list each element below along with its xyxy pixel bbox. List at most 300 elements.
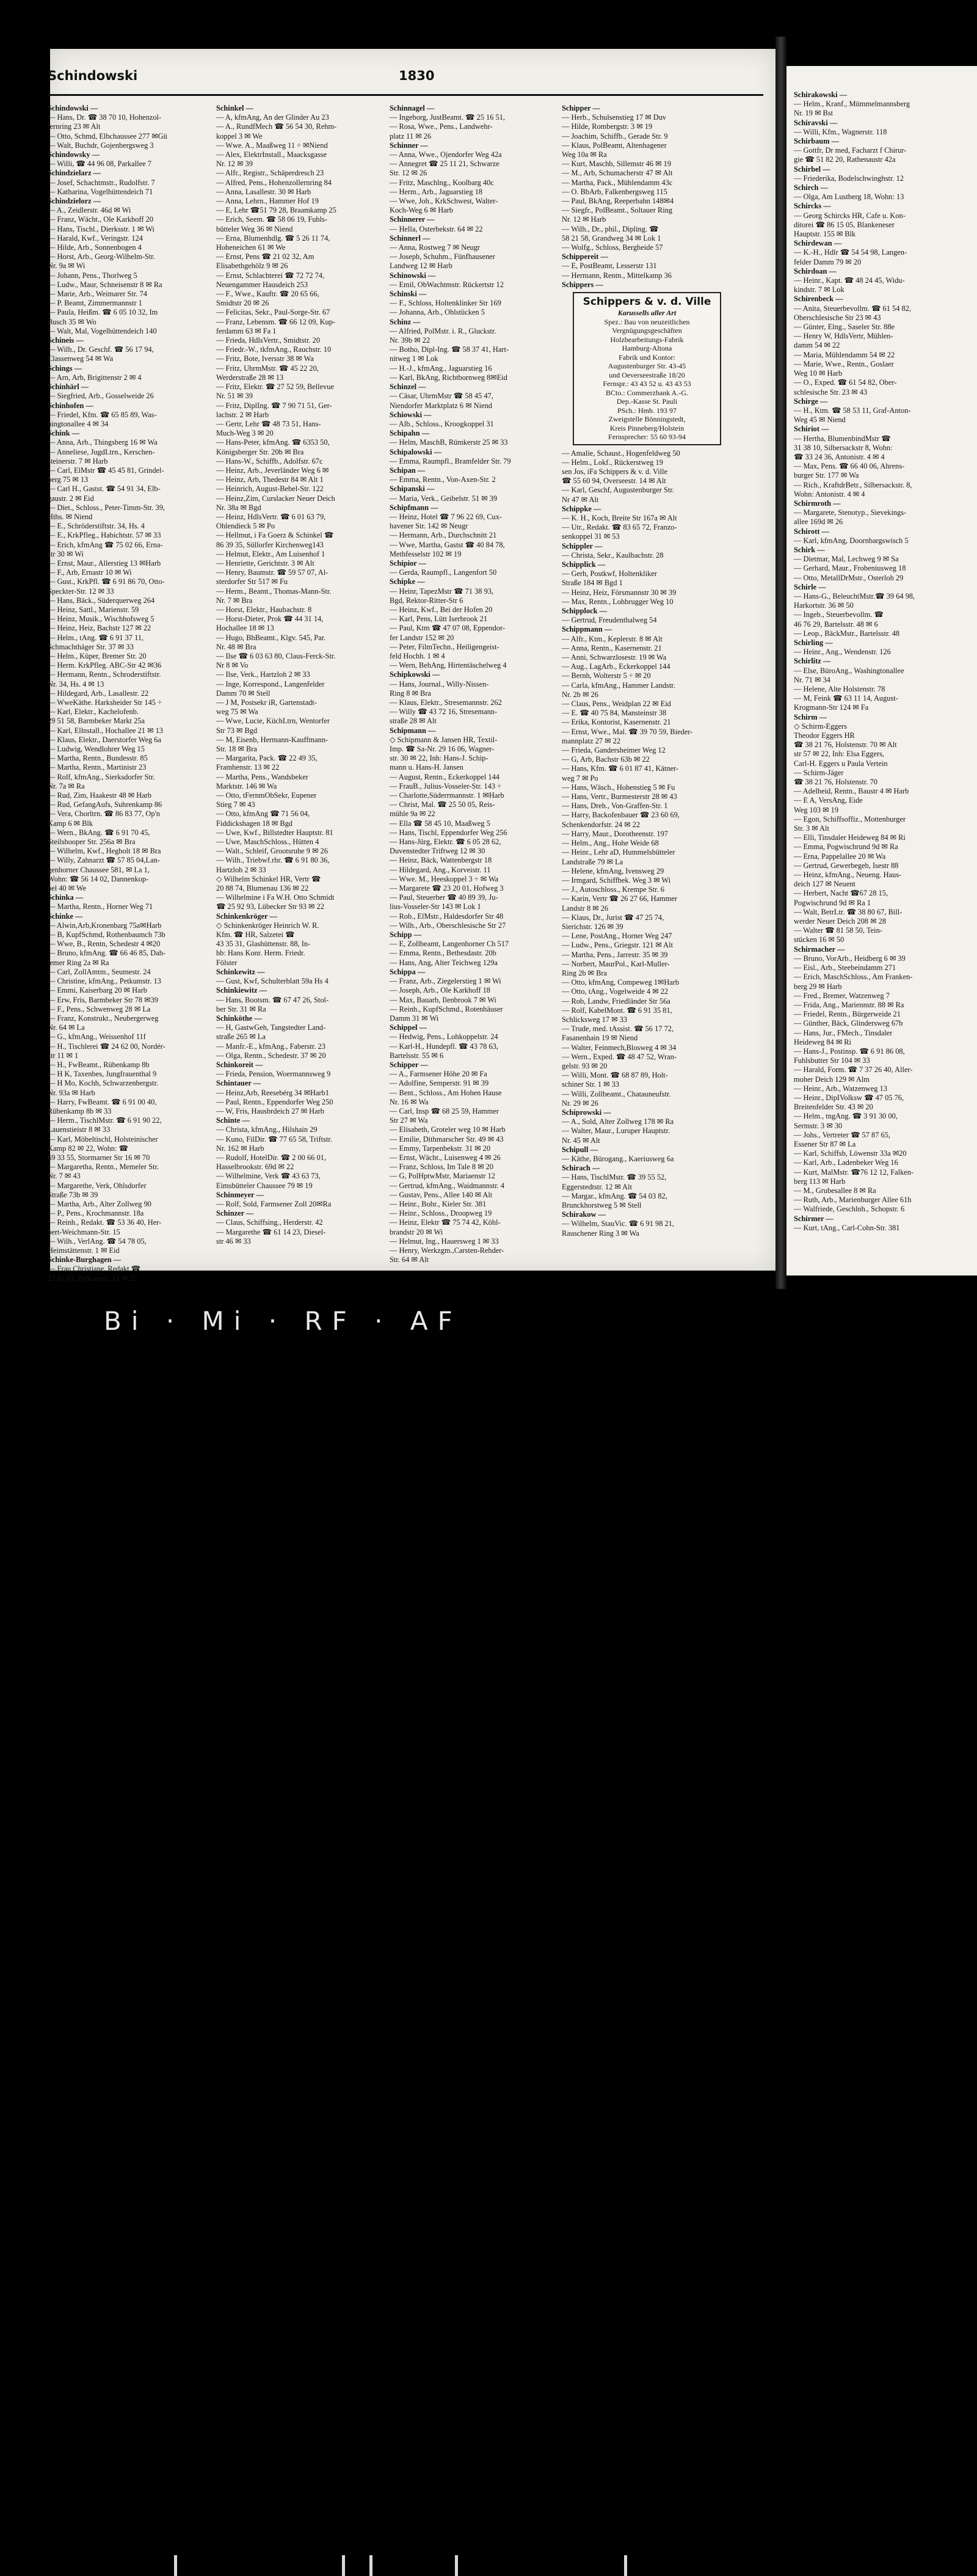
- film-strip-text: Bi · Mi · RF · AF: [104, 1306, 462, 1336]
- directory-entry: — Gertrud, Freudenthalweg 54: [562, 616, 657, 625]
- directory-entry: Weg 103 ✉ 19: [794, 805, 839, 814]
- directory-entry: Schinzel —: [390, 382, 426, 392]
- directory-entry: — Hermann, Rentn., Schroderstiftstr.: [48, 670, 161, 679]
- directory-entry: Schinka —: [48, 893, 84, 902]
- directory-entry: — Walter ☎ 81 58 50, Tein-: [794, 926, 882, 935]
- directory-entry: — Helm., Lokf., Rückerstweg 19: [562, 458, 663, 467]
- directory-entry: str 30 ✉ Wi: [48, 549, 84, 558]
- directory-entry: hingtonallee 4 ✉ 34: [48, 419, 109, 428]
- directory-entry: — Paul, Steuerber ☎ 40 89 39, Ju-: [390, 893, 498, 902]
- directory-entry: — Herbert, Nacht ☎67 28 15,: [794, 889, 888, 898]
- directory-entry: — Helene, Alte Holstenstr. 78: [794, 685, 885, 693]
- directory-entry: — Utr., Redakt. ☎ 83 65 72, Franzo-: [562, 523, 677, 532]
- directory-entry: — Charlotte,Süderrmannstr. 1 ✉Harb: [390, 791, 504, 800]
- page-header: [48, 66, 763, 96]
- directory-entry: — K. H., Koch, Breite Str 167a ✉ Alt: [562, 513, 677, 522]
- directory-entry: — Hans-Peter, kfmAng. ☎ 6353 50,: [216, 438, 330, 447]
- directory-entry: str 11 ✉ 1: [48, 1051, 79, 1060]
- directory-entry: — Heinz, Elektr ☎ 75 74 42, Köhl-: [390, 1218, 501, 1227]
- directory-entry: Neuengammer Hausdeich 253: [216, 280, 308, 289]
- directory-entry: — Rob, Landw, Friedländer Str 56a: [562, 996, 670, 1005]
- directory-entry: ☎ 25 92 93, Lübecker Str 93 ✉ 22: [216, 902, 324, 911]
- directory-entry: — Hans, Tischl., Dierksstr. 1 ✉ Wi: [48, 224, 154, 233]
- directory-entry: Fuhlsbutter Str 104 ✉ 33: [794, 1056, 870, 1065]
- directory-entry: — Erna, Pappelallee 20 ✉ Wa: [794, 852, 886, 861]
- directory-entry: — Franz, Schloss, Im Tale 8 ✉ 20: [390, 1162, 494, 1172]
- directory-entry: Heimstättenstr. 1 ✉ Eid: [48, 1246, 120, 1255]
- directory-entry: Marktstr. 146 ✉ Wa: [216, 781, 277, 790]
- directory-entry: — Wwe, Martha, Gastst ☎ 40 84 78,: [390, 540, 505, 549]
- directory-entry: Schinhofen —: [48, 401, 93, 410]
- directory-entry: Schirott —: [794, 527, 829, 536]
- directory-entry: — Claus, Pens., Weidplan 22 ✉ Eid: [562, 699, 671, 709]
- directory-entry: — Cäsar, UhrmMstr ☎ 58 45 47,: [390, 392, 493, 401]
- directory-entry: ◇ Wilhelm Schinkel HR, Vertr ☎: [216, 874, 321, 883]
- directory-entry: Schings —: [48, 363, 82, 373]
- directory-entry: Schinmeyer —: [216, 1190, 264, 1199]
- directory-entry: lemer Ring 2a ✉ Ra: [48, 958, 109, 967]
- directory-entry: — Ludwig, Wendlohrer Weg 15: [48, 745, 145, 754]
- directory-entry: Schirge —: [794, 396, 828, 406]
- directory-entry: Schindzielorz —: [48, 197, 101, 206]
- ad-line: Spez.: Bau von neuzeitlichen: [604, 317, 690, 326]
- directory-entry: — Otto, Schmd, Elbchaussee 277 ✉Gü: [48, 131, 167, 140]
- directory-entry: — Karl, Schiffsb, Löwenstr 33a ✉20: [794, 1149, 907, 1158]
- directory-entry: Eimsbütteler Chaussee 79 ✉ 19: [216, 1181, 313, 1190]
- directory-entry: — Hans, Tischl, Eppendorfer Weg 256: [390, 828, 507, 837]
- directory-entry: allee 169d ✉ 26: [794, 517, 843, 527]
- directory-entry: — Alwin,Arb,Kronenbarg 75a✉Harb: [48, 921, 162, 930]
- directory-entry: Schinz —: [390, 317, 421, 326]
- directory-entry: bütteler Weg 36 ✉ Niend: [216, 224, 293, 233]
- directory-entry: — Gottfr, Dr med, Facharzt f Chirur-: [794, 146, 907, 155]
- directory-entry: — Günter, Elng., Saseler Str. 88e: [794, 323, 895, 332]
- directory-entry: — E., KrkPfleg., Habichtstr. 57 ✉ 33: [48, 531, 161, 540]
- column-1: [48, 104, 209, 1283]
- directory-entry: — Georg Schircks HR, Cafe u. Kon-: [794, 211, 906, 220]
- directory-entry: Schinowski —: [390, 271, 436, 280]
- directory-entry: Nr. 2b ✉ 26: [562, 690, 598, 699]
- directory-entry: — Paula, Heißm. ☎ 6 05 10 32, Im: [48, 308, 158, 317]
- directory-entry: — K.-H., Hdlr ☎ 54 54 98, Langen-: [794, 248, 907, 257]
- directory-entry: — Emmi, Kaiserbarg 20 ✉ Harb: [48, 986, 147, 995]
- directory-entry: — Klaus, PolBeamt, Altenhagener: [562, 140, 667, 150]
- directory-entry: — Martha, Arb., Alter Zollweg 90: [48, 1199, 151, 1208]
- directory-entry: — Erika, Kontorist, Kasernenstr. 21: [562, 718, 671, 727]
- directory-entry: — Willy, Zahnarzt ☎ 57 85 04,Lan-: [48, 856, 160, 865]
- directory-entry: Pogwischrund 9d ✉ Ra 1: [794, 898, 871, 907]
- directory-entry: — Heinr., Bohr., Kieler Str. 381: [390, 1199, 487, 1208]
- directory-entry: Nr. 7 ✉ Bra: [216, 596, 253, 605]
- directory-entry: — Leop., BäckMstr., Bartelsstr. 48: [794, 629, 900, 638]
- ad-line: PSch.: Hmb. 193 97: [617, 406, 677, 415]
- directory-entry: Rauschener Ring 3 ✉ Wa: [562, 1228, 639, 1238]
- column-3: [390, 104, 551, 1264]
- directory-entry: — Christa, Sekr., Kaulbachstr. 28: [562, 550, 664, 560]
- film-tick: [624, 2555, 627, 2576]
- directory-entry: — Erich, MaschSchloss., Am Franken-: [794, 972, 913, 982]
- directory-entry: — Wwe, Lucie, KüchLtrn, Wentorfer: [216, 717, 330, 726]
- directory-entry: — Norbert, MaurPol., Karl-Muller-: [562, 959, 670, 968]
- directory-entry: — Alfried, PolMstr. i. R., Gluckstr.: [390, 326, 496, 335]
- directory-entry: 20 88 74, Blumenau 136 ✉ 22: [216, 884, 309, 893]
- directory-entry: lachstr. 2 ✉ Harb: [216, 410, 269, 419]
- advertisement-box: [573, 292, 721, 445]
- directory-entry: — H, GastwGeh, Tangstedter Land-: [216, 1023, 326, 1032]
- directory-entry: schlesische Str. 23 ✉ 43: [794, 387, 868, 396]
- directory-entry: — Hans, Dr. ☎ 38 70 10, Hohenzol-: [48, 113, 162, 122]
- directory-entry: — Wilhelmine i Fa W.H. Otto Schmidt: [216, 893, 335, 902]
- film-tick: [369, 2555, 372, 2576]
- directory-entry: Schirmroth —: [794, 498, 841, 508]
- directory-entry: — Paul, Ktm ☎ 47 07 08, Eppendor-: [390, 624, 505, 633]
- directory-entry: brandstr 20 ✉ Wi: [390, 1227, 443, 1236]
- directory-entry: Weg 10 ✉ Harb: [794, 369, 843, 378]
- directory-entry: Steilshooper Str. 256a ✉ Bra: [48, 837, 136, 847]
- directory-entry: Schipanski —: [390, 484, 435, 494]
- directory-entry: — Inge, Korrespond., Langenfelder: [216, 679, 325, 688]
- directory-entry: — F., Schloss, Holtenklinker Str 169: [390, 299, 501, 308]
- directory-entry: — Hans-W., Schiffb., Adolfstr. 67c: [216, 456, 323, 465]
- directory-entry: — Helm., Küper, Bremer Str. 20: [48, 651, 147, 660]
- directory-entry: — Alb., Schloss., Kroogkoppel 31: [390, 419, 494, 428]
- directory-entry: — Kurt, MalMstr. ☎76 12 12, Falken-: [794, 1167, 914, 1177]
- directory-entry: — Margar., kfmAng. ☎ 54 03 82,: [562, 1191, 667, 1200]
- adjacent-page-column: [794, 90, 977, 1233]
- directory-entry: — Max, Bauarb, Ilenbrook 7 ✉ Wi: [390, 995, 496, 1004]
- directory-entry: Str. 12 ✉ 26: [390, 169, 427, 178]
- directory-entry: — Uwe, MaschSchloss., Hütten 4: [216, 837, 319, 847]
- directory-entry: Classenweg 54 ✉ Wa: [48, 354, 114, 363]
- directory-entry: — Otto, tFernmObSekr, Eupener: [216, 791, 317, 800]
- ad-line: Fabrik und Kontor:: [619, 352, 675, 362]
- directory-entry: 58 21 58, Grandweg 34 ✉ Lok 1: [562, 233, 661, 243]
- directory-entry: Methfesselstr 102 ✉ 19: [390, 549, 462, 558]
- directory-entry: — Karl, Arb., Ladenbeker Weg 16: [794, 1158, 898, 1167]
- directory-entry: — Harry, FwBeamt. ☎ 6 91 00 40,: [48, 1097, 157, 1106]
- directory-entry: — E A, VersAng, Eide: [794, 796, 863, 805]
- directory-entry: — Emma, Rentn., Bethesdastr. 20b: [390, 949, 496, 958]
- directory-entry: Schinner —: [390, 140, 428, 150]
- directory-entry: Schipmann —: [390, 726, 436, 735]
- directory-entry: — Olga, Rentn., Schedestr. 37 ✉ 20: [216, 1051, 326, 1060]
- directory-entry: — Karl-H., Hundepfl. ☎ 43 78 63,: [390, 1042, 498, 1051]
- directory-entry: — A., Zeidlerstr. 46d ✉ Wi: [48, 206, 131, 215]
- directory-entry: — Johs., Vertreter ☎ 57 87 65,: [794, 1130, 891, 1139]
- directory-entry: Framhenstr. 13 ✉ 22: [216, 763, 280, 772]
- directory-entry: — J M, Postsekr iR, Gartenstadt-: [216, 698, 317, 707]
- directory-entry: ☎ 38 21 76, Holstenstr. 70: [794, 778, 877, 787]
- directory-entry: Schiowski —: [390, 410, 432, 419]
- directory-entry: — Henry W, HdlsVertr, Mühlen-: [794, 332, 893, 341]
- directory-entry: Schirach —: [562, 1164, 600, 1173]
- directory-entry: — Wwe. M., Heeskoppel 3 ÷ ✉ Wa: [390, 874, 499, 883]
- directory-entry: — W, Fris, Hausbrdeich 27 ✉ Harb: [216, 1106, 324, 1115]
- directory-entry: — Gertrud, kfmAng., Waidmannstr. 4: [390, 1181, 505, 1190]
- directory-entry: — Gerda, Raumpfl., Langenfort 50: [390, 568, 497, 577]
- directory-entry: — Franz, Arb., Ziegelerstieg 1 ✉ Wi: [390, 977, 501, 986]
- directory-entry: — Anni, Schwarzlosestr. 19 ✉ Wa: [562, 653, 667, 662]
- directory-entry: — Helene, kfmAng, Ivensweg 29: [562, 866, 664, 875]
- directory-entry: schiner Str. 1 ✉ 33: [562, 1080, 620, 1089]
- directory-entry: — E, Zollbeamt, Langenhorner Ch 517: [390, 940, 509, 949]
- directory-entry: Str. 18 ✉ Bra: [216, 745, 257, 754]
- directory-entry: pel 40 ✉ We: [48, 884, 87, 893]
- directory-entry: — Heinr, TapezMstr ☎ 71 38 93,: [390, 586, 494, 596]
- directory-entry: — Ludw., Pens., Griegstr. 121 ✉ Alt: [562, 941, 674, 950]
- directory-entry: — Rich., KraftdrBetr., Silbersackstr. 8,: [794, 480, 912, 489]
- directory-entry: — Ingeborg, JustBeamt. ☎ 25 16 51,: [390, 113, 506, 122]
- film-tick: [342, 2555, 345, 2576]
- directory-entry: Schippmann —: [562, 625, 612, 634]
- directory-entry: — Karin, Vertr ☎ 26 27 66, Hammer: [562, 894, 677, 903]
- directory-entry: — Maria, Verk., Geibelstr. 51 ✉ 39: [390, 494, 498, 503]
- directory-entry: — Horst, Arb., Georg-Wilhelm-Str.: [48, 252, 155, 261]
- directory-entry: — Annegret ☎ 25 11 21, Schwarze: [390, 159, 499, 169]
- directory-entry: — Dietmar, Mal, Lechweg 9 ✉ Sa: [794, 555, 899, 564]
- directory-entry: — Gertrud, Gewerbegeb, Isestr 88: [794, 861, 899, 870]
- directory-entry: weg 7 ✉ Po: [562, 773, 598, 783]
- directory-entry: — Hildegard, Arb., Lasallestr. 22: [48, 688, 149, 698]
- directory-entry: — Alex, ElektrInstall., Maacksgasse: [216, 150, 327, 159]
- directory-entry: Schinkoreit —: [216, 1060, 263, 1069]
- directory-entry: — Henriette, Gerichtstr. 3 ✉ Alt: [216, 558, 314, 567]
- directory-entry: Schinköthe —: [216, 1013, 262, 1023]
- directory-entry: — Willi, Kfm., Wagnerstr. 118: [794, 127, 887, 136]
- directory-entry: — Heinz, Heiz, Bachstr 127 ✉ 22: [48, 624, 151, 633]
- directory-entry: — Emil, ObWachtmstr. Rückertstr 12: [390, 280, 504, 289]
- directory-entry: platz 11 ✉ 26: [390, 131, 432, 140]
- directory-entry: Schipull —: [562, 1145, 598, 1154]
- directory-entry: Nr. 64 ✉ La: [48, 1023, 85, 1032]
- directory-entry: Koch-Weg 6 ✉ Harb: [390, 206, 454, 215]
- directory-entry: Stieg 7 ✉ 43: [216, 800, 255, 809]
- directory-entry: Straße 73b ✉ 39: [48, 1190, 98, 1199]
- directory-entry: — Wwe, Joh., KrkSchwest, Walter-: [390, 197, 498, 206]
- directory-entry: — P. Beamt, Zimmermannstr 1: [48, 299, 142, 308]
- directory-entry: — Alfr., Registr., Schäperdresch 23: [216, 169, 324, 178]
- directory-entry: — Frieda, Pension, Woermannsweg 9: [216, 1070, 331, 1079]
- directory-entry: — Heinz, Heiz, Försmannstr 30 ✉ 39: [562, 588, 677, 597]
- directory-entry: — A., Sold, Alter Zollweg 178 ✉ Ra: [562, 1117, 674, 1126]
- directory-entry: Schindowsky —: [48, 150, 100, 159]
- directory-entry: — Alfr., Ktm., Keplerstr. 8 ✉ Alt: [562, 634, 663, 643]
- directory-entry: — Walt, BetrLtr. ☎ 38 80 67, Bill-: [794, 907, 903, 916]
- directory-entry: Sierichstr. 126 ✉ 39: [562, 922, 623, 931]
- directory-entry: — Willi, Mont. ☎ 68 87 89, Holt-: [562, 1071, 668, 1080]
- directory-entry: — M., Grubesallee 8 ✉ Ra: [794, 1186, 876, 1195]
- directory-entry: — Hugo, BhBeamt., Klgv. 545, Par.: [216, 633, 326, 642]
- directory-entry: — Willi, Zollbeamt., Chatauneufstr.: [562, 1089, 671, 1098]
- directory-entry: — Harry, Maur., Dorotheenstr. 197: [562, 829, 669, 838]
- directory-entry: Str. 64 ✉ Alt: [390, 1255, 429, 1264]
- directory-entry: Weg 10a ✉ Ra: [562, 150, 607, 159]
- directory-entry: Schippa —: [390, 967, 426, 976]
- directory-entry: — H., FwBeamt., Rübenkamp 8b: [48, 1060, 150, 1069]
- directory-entry: — Bernh, Wolterstr 5 ÷ ✉ 20: [562, 671, 651, 680]
- directory-entry: Nr. 16 ✉ Wa: [390, 1097, 429, 1106]
- ad-line: Holzbearbeitungs-Fabrik: [610, 335, 684, 344]
- directory-entry: — M, Eisenb, Hermann-Kauffmann-: [216, 735, 329, 744]
- directory-entry: — Franz, Lebensm. ☎ 66 12 09, Kup-: [216, 317, 336, 326]
- directory-entry: burger Str. 177 ✉ Wa: [794, 471, 859, 480]
- directory-entry: — B, KupfSchmd, Rothenbaumch 73b: [48, 930, 165, 940]
- directory-entry: — M, Feink ☎ 63 11 14, August-: [794, 694, 898, 703]
- ad-line: Kreis Pinneberg/Holstein: [609, 423, 685, 432]
- directory-entry: Nr. 93a ✉ Harb: [48, 1088, 95, 1097]
- directory-entry: lius-Vosseler-Str 143 ✉ Lok 1: [390, 902, 481, 911]
- directory-entry: — H K, Taxenbes, Jungfrauenthal 9: [48, 1070, 157, 1079]
- directory-entry: — Ludw., Maur, Schneisenstr 8 ✉ Ra: [48, 280, 162, 289]
- directory-entry: — Klaus, Elektr., Daerstorfer Weg 6a: [48, 735, 161, 744]
- directory-entry: Harkortstr. 36 ✉ 50: [794, 601, 854, 610]
- directory-entry: — Elli, Tinsdaler Heideweg 84 ✉ Ri: [794, 833, 906, 842]
- directory-entry: Str 27 ✉ Wa: [390, 1116, 428, 1125]
- directory-entry: Schipan —: [390, 465, 426, 475]
- directory-entry: Schipalowski —: [390, 447, 442, 456]
- directory-entry: — F., Arb, Ernastr 10 ✉ Wi: [48, 568, 132, 577]
- directory-entry: — Lene, PostAng., Horner Weg 247: [562, 932, 672, 941]
- directory-entry: mannplatz 27 ✉ 22: [562, 736, 621, 745]
- directory-entry: Schirenbeck —: [794, 294, 843, 304]
- directory-entry: weg 75 ✉ Wa: [216, 707, 258, 717]
- directory-entry: Schiprowski —: [562, 1107, 611, 1117]
- directory-entry: Ohlendieck 5 ✉ Po: [216, 522, 275, 531]
- directory-entry: Landstr 8 ✉ 26: [562, 903, 609, 913]
- directory-entry: — Max, Pens. ☎ 66 40 06, Ahrens-: [794, 462, 905, 471]
- directory-entry: — Hellmut, i Fa Goerz & Schinkel ☎: [216, 531, 334, 540]
- directory-entry: Nr 8 ✉ Vo: [216, 661, 249, 670]
- directory-entry: — Helm, MaschB, Rümkerstr 25 ✉ 33: [390, 438, 508, 447]
- directory-entry: — Emmy, Tarpenbekstr. 31 ✉ 20: [390, 1144, 491, 1153]
- directory-entry: ber Str. 31 ✉ Ra: [216, 1004, 266, 1013]
- directory-entry: — Karl, BkAng, Richtbornweg 8✉Eid: [390, 373, 507, 382]
- directory-entry: — Friederika, Bodelschwinghstr. 12: [794, 173, 904, 183]
- directory-entry: — Anna, Lasallestr. 30 ✉ Harb: [216, 187, 311, 196]
- directory-entry: Nr. 71 ✉ 34: [794, 675, 830, 684]
- directory-entry: gaustr. 2 ✉ Eid: [48, 494, 94, 503]
- directory-entry: — E. ☎ 40 75 84, Mansteinstr 38: [562, 709, 667, 718]
- directory-entry: Schiriot —: [794, 425, 829, 434]
- directory-entry: berg 29 ✉ Harb: [794, 982, 842, 991]
- directory-entry: Nr. 29 ✉ 26: [562, 1098, 598, 1107]
- directory-entry: — Wwe, B., Rentn, Schedestr 4 ✉20: [48, 940, 161, 949]
- directory-entry: bert-Weichmann-Str. 15: [48, 1227, 120, 1236]
- directory-entry: — F., Wwe., Kauftr. ☎ 20 65 66,: [216, 290, 319, 299]
- directory-entry: gelstr. 93 ✉ 20: [562, 1061, 608, 1070]
- directory-entry: Schiravski —: [794, 118, 838, 127]
- directory-entry: — Rud, GefangAufs, Suhrenkamp 86: [48, 800, 162, 809]
- directory-entry: — Hans-G., BeleuchtMstr.☎ 39 64 98,: [794, 591, 915, 600]
- directory-entry: — Kuno, FilDir. ☎ 77 65 58, Triftstr.: [216, 1134, 332, 1144]
- directory-entry: Kfm. ☎ HR, Salzetei ☎: [216, 930, 295, 940]
- directory-entry: Schindowski —: [48, 104, 98, 112]
- adjacent-page: [786, 66, 977, 1275]
- directory-entry: — Helmut, Elektr., Am Luisenhof 1: [216, 549, 325, 558]
- directory-entry: — Martha, Pens., Wandsbeker: [216, 772, 308, 781]
- directory-entry: Oberschlesische Str 23 ✉ 43: [794, 313, 881, 322]
- directory-entry: — Rudolf, HotelDir. ☎ 2 00 66 01,: [216, 1153, 326, 1162]
- directory-entry: mühle 9a ✉ 22: [390, 809, 435, 819]
- directory-entry: — Margarethe, Verk, Ohlsdorfer: [48, 1181, 147, 1190]
- directory-entry: — Friedel, Kfm. ☎ 65 85 89, Was-: [48, 410, 157, 419]
- column-4-entries-bottom: [562, 449, 724, 1238]
- directory-entry: — Siegfr., PolBeamt., Soltauer Ring: [562, 206, 673, 215]
- directory-entry: Nr. 38a ✉ Bgd: [216, 503, 261, 512]
- directory-entry: — O. BbArb, Falkenbergsweg 115: [562, 187, 667, 196]
- directory-entry: — Frieda, HdlsVertr., Smidtstr. 20: [216, 336, 321, 345]
- directory-entry: Schmachthäger Str. 37 ✉ 33: [48, 642, 134, 651]
- directory-entry: Schipkowski —: [390, 670, 440, 679]
- directory-entry: Schipplick —: [562, 560, 606, 569]
- directory-entry: Schinkenkröger —: [216, 911, 277, 921]
- directory-entry: — Karl, Elektr., Kachelofenb.: [48, 707, 139, 717]
- directory-entry: — Wern., BkAng. ☎ 6 91 70 45,: [48, 828, 150, 837]
- directory-entry: — Otto, kfmAng ☎ 71 56 04,: [216, 809, 310, 819]
- directory-entry: Damm 70 ✉ Stell: [216, 688, 271, 698]
- directory-entry: — Peter, FilmTechn., Heiligengeist-: [390, 642, 499, 651]
- directory-entry: — Klaus, Elektr., Stresemannstr. 262: [390, 698, 502, 707]
- directory-entry: — Harald, Kwf., Veringstr. 124: [48, 233, 143, 243]
- directory-entry: — Fred., Bremer, Watzenweg 7: [794, 991, 890, 1000]
- directory-entry: — Christ, Mal. ☎ 25 50 05, Reis-: [390, 800, 495, 809]
- directory-entry: Much-Weg 3 ✉ 20: [216, 429, 274, 438]
- directory-entry: Busch 35 ✉ Wo: [48, 317, 96, 326]
- directory-entry: Hartzloh 2 ✉ 33: [216, 865, 266, 874]
- directory-entry: Schirm —: [794, 712, 827, 721]
- directory-entry: — Else, BüroAng., Washingtonallee: [794, 666, 904, 675]
- directory-entry: — J., Autoschloss., Krempe Str. 6: [562, 885, 664, 894]
- directory-entry: — Walt, Buchdr, Gojenbergsweg 3: [48, 140, 154, 150]
- directory-entry: Schipp —: [390, 930, 421, 940]
- directory-entry: — Carl, ElMstr ☎ 45 45 81, Grindel-: [48, 465, 164, 475]
- directory-entry: — Carl H., Gastst. ☎ 54 91 34, Elb-: [48, 484, 161, 494]
- directory-entry: — Kurt, tAng., Carl-Cohn-Str. 381: [794, 1223, 900, 1232]
- directory-entry: — Reinh., KupfSchmd., Rotenhäuser: [390, 1004, 503, 1013]
- directory-entry: — Anna, Lehrn., Hammer Hof 19: [216, 197, 319, 206]
- directory-entry: — Hans, Bootsm. ☎ 67 47 26, Stol-: [216, 995, 329, 1004]
- directory-entry: — Ruth, Arb., Marienburger Allee 61h: [794, 1195, 912, 1205]
- directory-entry: — Otto, kfmAng, Compeweg 1✉Harb: [562, 978, 680, 987]
- directory-entry: Schippereit —: [562, 252, 608, 261]
- directory-entry: — Hilde, Rombergstr. 3 ✉ 19: [562, 122, 653, 131]
- directory-entry: Kamp 82 ✉ 22, Wohn: ☎: [48, 1144, 128, 1153]
- directory-entry: — Wilhelm, Kwf., Hegholt 18 ✉ Bra: [48, 847, 161, 856]
- directory-entry: ditorei ☎ 86 15 05, Blankeneser: [794, 220, 895, 229]
- directory-entry: — Herb., Schulsenstieg 17 ✉ Duv: [562, 113, 667, 122]
- directory-entry: fer Landstr 152 ✉ 20: [390, 633, 454, 642]
- directory-entry: — Erna, Blumenhdlg. ☎ 5 26 11 74,: [216, 233, 330, 243]
- directory-entry: — Helmut, Ing., Hauersweg 1 ✉ 33: [390, 1236, 499, 1246]
- directory-entry: 46 76 29, Bartelsstr. 48 ✉ 6: [794, 619, 878, 629]
- directory-entry: — Anna, Rentn., Kasernenstr. 21: [562, 643, 662, 652]
- directory-entry: — Rolf, kfmAng., Sierksdorfer Str.: [48, 772, 155, 781]
- film-tick: [455, 2555, 458, 2576]
- directory-entry: Schindzielarz —: [48, 169, 101, 178]
- directory-entry: Schippler —: [562, 541, 603, 550]
- directory-entry: ☎ 55 60 94, Overseestr. 14 ✉ Alt: [562, 476, 666, 486]
- directory-entry: — Hans, Journal., Willy-Nissen-: [390, 679, 489, 688]
- directory-entry: — Walt., Schleif, Grootsruhe 9 ✉ 26: [216, 847, 328, 856]
- directory-entry: — Amalie, Schaust., Hogenfeldweg 50: [562, 448, 680, 458]
- directory-entry: Essener Str 87 ✉ La: [794, 1139, 856, 1148]
- ad-line: Dep.-Kasse St. Pauli: [616, 397, 678, 406]
- directory-entry: mann u. Hans-H. Jansen: [390, 763, 463, 772]
- directory-entry: Landweg 12 ✉ Harb: [390, 261, 452, 271]
- directory-entry: straße 28 ✉ Alt: [390, 717, 437, 726]
- directory-entry: — Henry, Baumstr. ☎ 59 57 07, Al-: [216, 568, 329, 577]
- directory-entry: — Paul, BkAng, Reeperbahn 148✉4: [562, 197, 674, 206]
